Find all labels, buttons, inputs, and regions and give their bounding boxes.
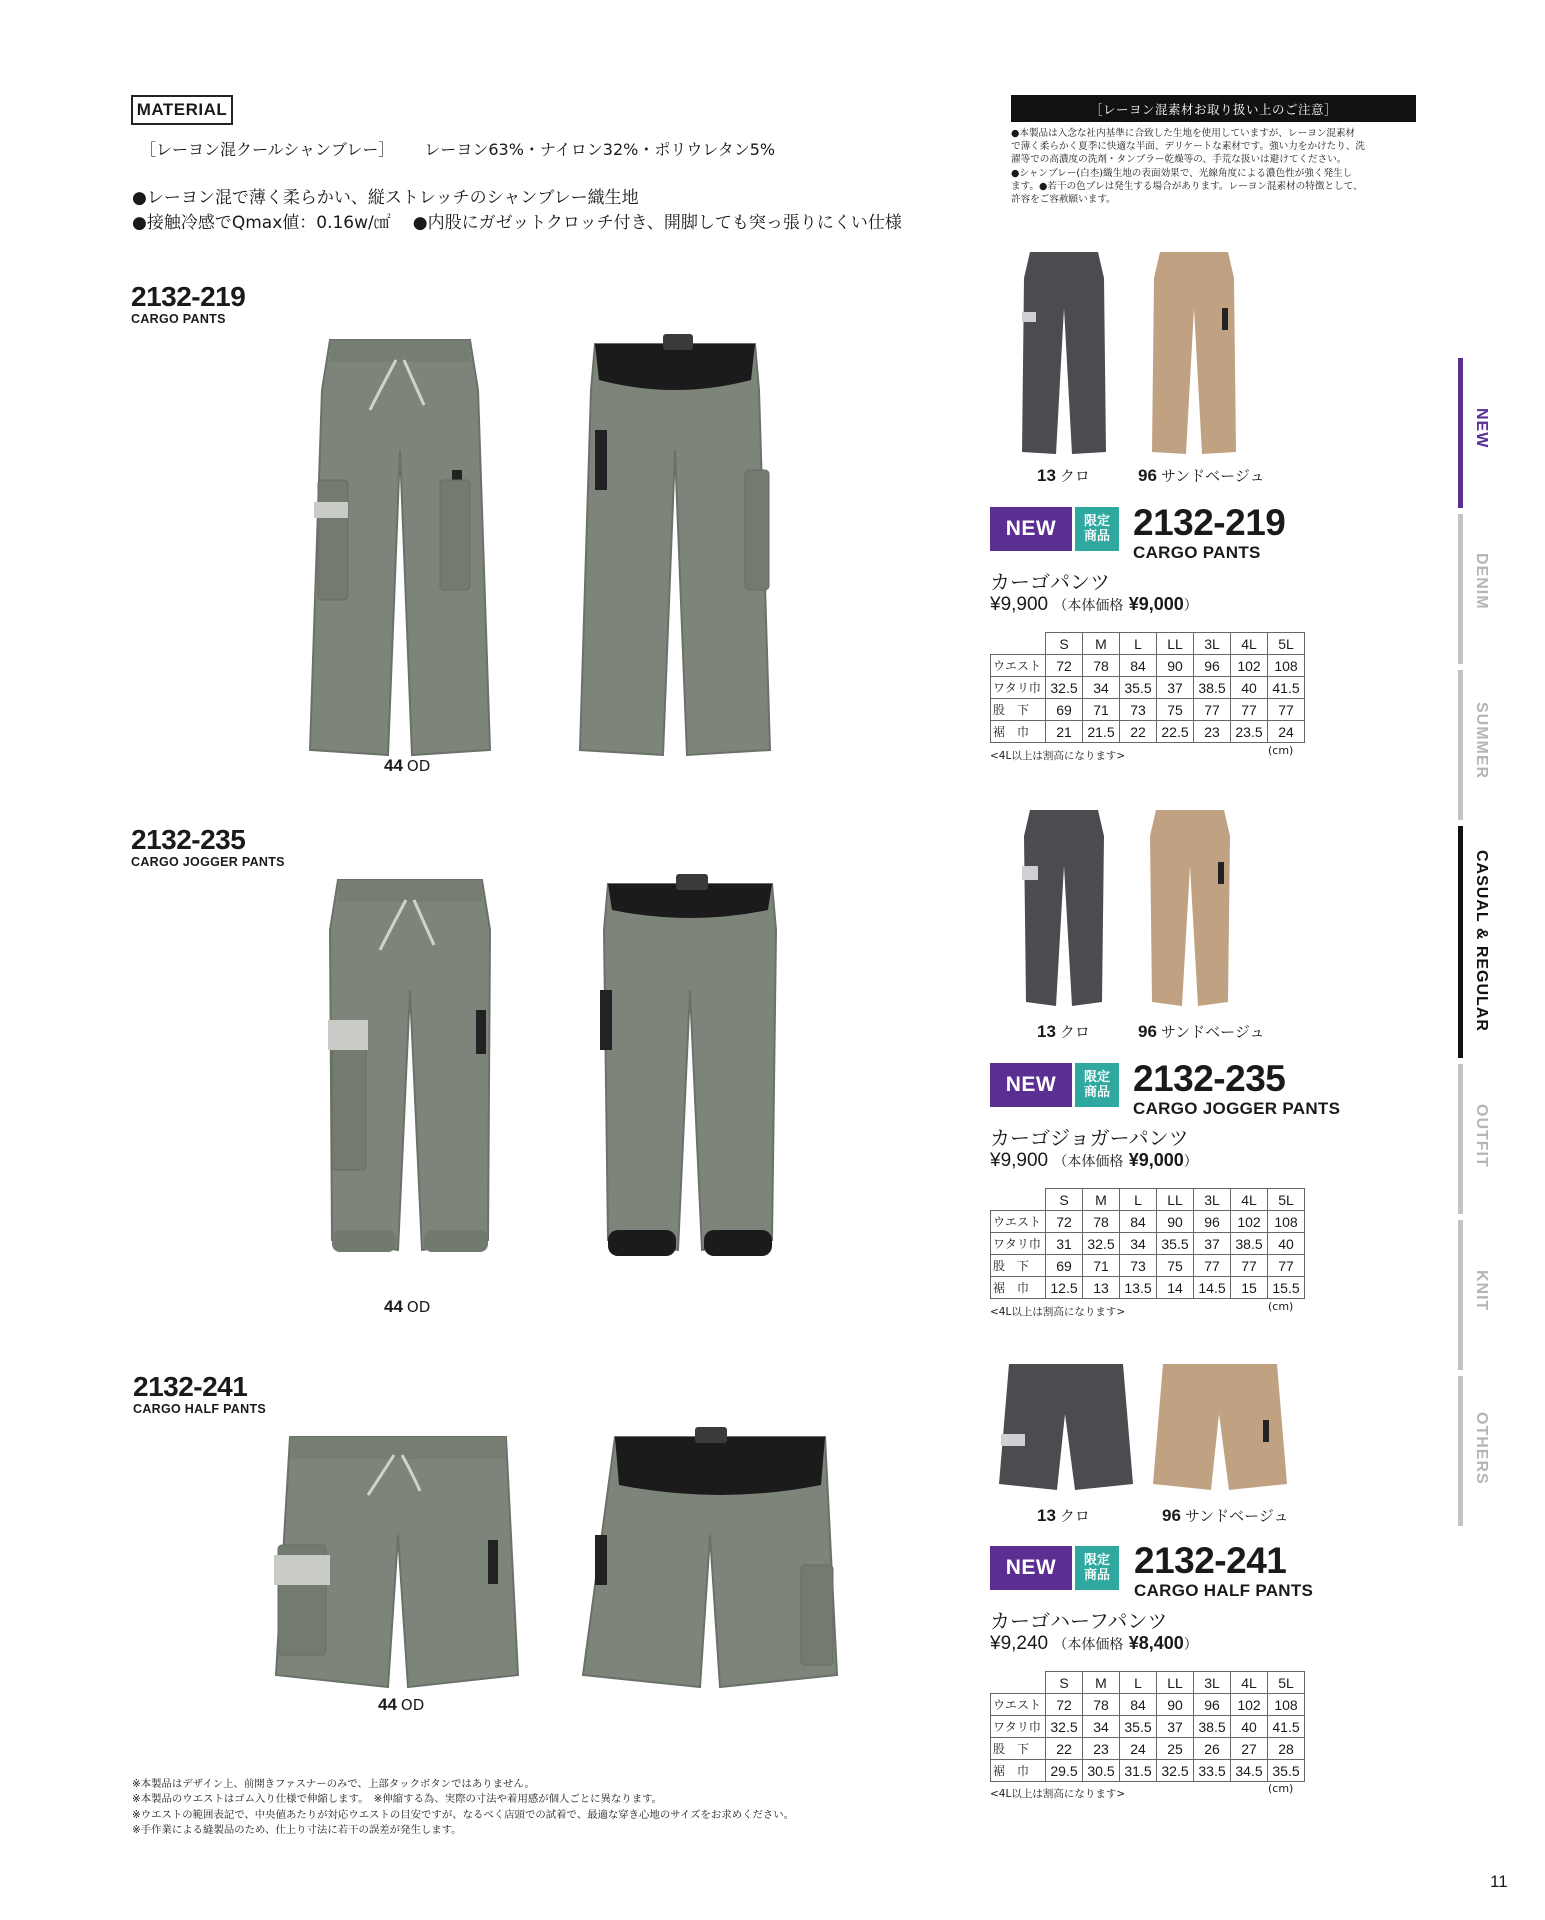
size-cell: 40: [1268, 1233, 1305, 1255]
side-nav-knit[interactable]: KNIT: [1473, 1270, 1490, 1312]
size-cell: 90: [1157, 1211, 1194, 1233]
size-cell: LL: [1157, 1189, 1194, 1211]
size-cell: L: [1120, 1672, 1157, 1694]
size-row: [991, 655, 1305, 677]
size-row: [991, 677, 1305, 699]
size-cell: 108: [1268, 655, 1305, 677]
size-cell: 38.5: [1194, 1716, 1231, 1738]
size-cell: 股 下: [991, 1255, 1046, 1277]
size-cell: 3L: [1194, 1672, 1231, 1694]
size-cell: 38.5: [1231, 1233, 1268, 1255]
size-cell: 21.5: [1083, 721, 1120, 743]
size-cell: 35.5: [1120, 1716, 1157, 1738]
size-cell: 23: [1194, 721, 1231, 743]
footnotes: ※本製品はデザイン上、前開きファスナーのみで、上部タックボタンではありません。 ※本製品のウエストはゴム入り仕様で伸縮します。 ※伸縮する為、実際の寸法や着用感が個人ごとに異なります。 ※ウエストの範囲表記で、中央値あたりが対応ウエストの目安ですが、なるべく店頭での試着で、最適な穿き心地のサイズをお求めください。 ※手作業による縫製品のため、仕上り寸法に若干の誤差が発生します。: [132, 1778, 795, 1837]
cargo-half-front-photo: [268, 1425, 528, 1695]
size-cell: 23.5: [1231, 721, 1268, 743]
size-cell: 40: [1231, 1716, 1268, 1738]
size-cell: 29.5: [1046, 1760, 1083, 1782]
size-cell: M: [1083, 1672, 1120, 1694]
side-nav-bar-outfit: [1458, 1064, 1463, 1214]
size-cell: [991, 1672, 1046, 1694]
size-cell: 4L: [1231, 633, 1268, 655]
notice-title: ［レーヨン混素材お取り扱い上のご注意］: [1011, 95, 1416, 122]
side-nav-outfit[interactable]: OUTFIT: [1473, 1104, 1490, 1168]
size-cell: 33.5: [1194, 1760, 1231, 1782]
size-cell: 84: [1120, 1211, 1157, 1233]
size-cell: 31.5: [1120, 1760, 1157, 1782]
size-cell: 71: [1083, 699, 1120, 721]
size-cell: 108: [1268, 1694, 1305, 1716]
size-cell: 裾 巾: [991, 1277, 1046, 1299]
size-cell: 裾 巾: [991, 721, 1046, 743]
size-cell: ワタリ巾: [991, 1233, 1046, 1255]
size-row: [991, 1716, 1305, 1738]
size-cell: 90: [1157, 1694, 1194, 1716]
cargo-pants-back-photo: [575, 330, 775, 760]
product-heading-235: 2132-235 CARGO JOGGER PANTS: [131, 824, 285, 869]
new-badge: NEW: [990, 507, 1072, 551]
size-cell: 5L: [1268, 1672, 1305, 1694]
size-cell: 5L: [1268, 1189, 1305, 1211]
size-cell: 24: [1268, 721, 1305, 743]
side-nav-bar-summer: [1458, 670, 1463, 820]
size-cell: 72: [1046, 655, 1083, 677]
fabric-line: [140, 137, 775, 160]
size-note-241: <4L以上は割高になります>: [990, 1788, 1126, 1800]
size-cell: [991, 633, 1046, 655]
cargo-jogger-front-photo: [310, 870, 510, 1290]
size-cell: 77: [1268, 699, 1305, 721]
size-cell: 77: [1231, 1255, 1268, 1277]
size-cell: 32.5: [1046, 677, 1083, 699]
size-row: [991, 699, 1305, 721]
size-cell: 23: [1083, 1738, 1120, 1760]
color-241-13: 13 クロ: [1037, 1506, 1090, 1525]
size-row: [991, 1211, 1305, 1233]
size-row: [991, 1277, 1305, 1299]
product-title-241: 2132-241 CARGO HALF PANTS: [1134, 1540, 1314, 1600]
size-cell: LL: [1157, 633, 1194, 655]
product-heading-219: 2132-219 CARGO PANTS: [131, 281, 246, 326]
size-cell: ウエスト: [991, 1211, 1046, 1233]
size-cell: 84: [1120, 655, 1157, 677]
size-cell: 69: [1046, 1255, 1083, 1277]
size-cell: 75: [1157, 1255, 1194, 1277]
size-cell: 77: [1268, 1255, 1305, 1277]
unit-241: (cm): [1268, 1782, 1294, 1795]
size-row: [991, 1233, 1305, 1255]
size-cell: L: [1120, 1189, 1157, 1211]
size-row: [991, 1189, 1305, 1211]
size-row: [991, 1672, 1305, 1694]
color-219-13: 13 クロ: [1037, 466, 1090, 485]
size-cell: 股 下: [991, 699, 1046, 721]
size-cell: 73: [1120, 699, 1157, 721]
size-row: [991, 1694, 1305, 1716]
size-row: [991, 1760, 1305, 1782]
size-cell: 78: [1083, 1211, 1120, 1233]
size-cell: 96: [1194, 1211, 1231, 1233]
size-cell: 4L: [1231, 1189, 1268, 1211]
size-cell: 裾 巾: [991, 1760, 1046, 1782]
colorway-thumbs-241: [995, 1360, 1295, 1495]
cargo-pants-front-photo: [300, 330, 500, 760]
size-cell: 77: [1231, 699, 1268, 721]
size-cell: 78: [1083, 655, 1120, 677]
fabric-name: ［レーヨン混クールシャンブレー］: [140, 140, 395, 159]
size-cell: S: [1046, 1672, 1083, 1694]
size-cell: 34: [1083, 1716, 1120, 1738]
size-cell: 102: [1231, 1694, 1268, 1716]
color-235-13: 13 クロ: [1037, 1022, 1090, 1041]
limited-badge: 限定 商品: [1075, 1063, 1119, 1107]
size-row: [991, 1255, 1305, 1277]
color-241-96: 96 サンドベージュ: [1162, 1506, 1289, 1525]
size-cell: 28: [1268, 1738, 1305, 1760]
size-cell: 13.5: [1120, 1277, 1157, 1299]
size-cell: 37: [1194, 1233, 1231, 1255]
size-cell: S: [1046, 633, 1083, 655]
size-cell: 股 下: [991, 1738, 1046, 1760]
product-heading-241: 2132-241 CARGO HALF PANTS: [133, 1371, 267, 1416]
size-row: [991, 721, 1305, 743]
size-cell: 24: [1120, 1738, 1157, 1760]
size-cell: 102: [1231, 655, 1268, 677]
size-cell: 3L: [1194, 1189, 1231, 1211]
price-241: ¥9,240 （本体価格 ¥8,400）: [990, 1633, 1198, 1654]
limited-badge: 限定 商品: [1075, 1546, 1119, 1590]
size-cell: 32.5: [1083, 1233, 1120, 1255]
size-cell: ウエスト: [991, 1694, 1046, 1716]
size-cell: 5L: [1268, 633, 1305, 655]
size-cell: 12.5: [1046, 1277, 1083, 1299]
side-nav-bar-others: [1458, 1376, 1463, 1526]
size-cell: 108: [1268, 1211, 1305, 1233]
size-cell: 31: [1046, 1233, 1083, 1255]
size-cell: 22.5: [1157, 721, 1194, 743]
size-cell: 84: [1120, 1694, 1157, 1716]
size-cell: 15.5: [1268, 1277, 1305, 1299]
size-cell: 35.5: [1268, 1760, 1305, 1782]
size-cell: 75: [1157, 699, 1194, 721]
price-219: ¥9,900 （本体価格 ¥9,000）: [990, 594, 1198, 615]
side-nav-bar-casual: [1458, 826, 1463, 1058]
size-cell: 90: [1157, 655, 1194, 677]
product-name-jp-235: カーゴジョガーパンツ: [990, 1126, 1189, 1150]
side-nav-bar-new: [1458, 358, 1463, 508]
unit-235: (cm): [1268, 1300, 1294, 1313]
unit-219: (cm): [1268, 744, 1294, 757]
main-color-219: 44 OD: [384, 756, 431, 775]
side-nav-casual-regular[interactable]: CASUAL & REGULAR: [1473, 850, 1490, 1032]
size-note-235: <4L以上は割高になります>: [990, 1306, 1126, 1318]
side-nav-bar-knit: [1458, 1220, 1463, 1370]
size-cell: 27: [1231, 1738, 1268, 1760]
size-cell: 34.5: [1231, 1760, 1268, 1782]
colorway-thumbs-219: [1010, 248, 1260, 458]
size-cell: S: [1046, 1189, 1083, 1211]
color-235-96: 96 サンドベージュ: [1138, 1022, 1265, 1041]
product-title-219: 2132-219 CARGO PANTS: [1133, 502, 1286, 562]
size-cell: 40: [1231, 677, 1268, 699]
size-cell: 102: [1231, 1211, 1268, 1233]
size-cell: 34: [1120, 1233, 1157, 1255]
side-nav-new[interactable]: NEW: [1473, 408, 1490, 449]
feature-3: ●内股にガゼットクロッチ付き、開脚しても突っ張りにくい仕様: [412, 213, 902, 233]
feature-2-3: [132, 208, 902, 233]
size-table-235: [990, 1188, 1305, 1299]
material-label: MATERIAL: [131, 95, 233, 125]
new-badge: NEW: [990, 1063, 1072, 1107]
size-cell: 34: [1083, 677, 1120, 699]
side-nav-bar-denim: [1458, 514, 1463, 664]
feature-2: ●接触冷感でQmax値：0.16w/㎠: [132, 213, 391, 233]
size-cell: 14.5: [1194, 1277, 1231, 1299]
size-table-241: [990, 1671, 1305, 1782]
size-cell: 71: [1083, 1255, 1120, 1277]
size-cell: 22: [1046, 1738, 1083, 1760]
size-cell: 32.5: [1046, 1716, 1083, 1738]
color-219-96: 96 サンドベージュ: [1138, 466, 1265, 485]
main-color-241: 44 OD: [378, 1695, 425, 1714]
size-cell: 13: [1083, 1277, 1120, 1299]
size-cell: ウエスト: [991, 655, 1046, 677]
feature-1: ●レーヨン混で薄く柔らかい、縦ストレッチのシャンブレー織生地: [132, 188, 639, 208]
size-cell: 22: [1120, 721, 1157, 743]
size-row: [991, 633, 1305, 655]
size-cell: 96: [1194, 655, 1231, 677]
size-cell: [991, 1189, 1046, 1211]
size-cell: 14: [1157, 1277, 1194, 1299]
cargo-half-back-photo: [575, 1425, 845, 1695]
size-cell: 78: [1083, 1694, 1120, 1716]
side-nav-denim[interactable]: DENIM: [1473, 553, 1490, 610]
size-cell: LL: [1157, 1672, 1194, 1694]
size-cell: M: [1083, 1189, 1120, 1211]
size-cell: 72: [1046, 1694, 1083, 1716]
size-row: [991, 1738, 1305, 1760]
size-cell: 35.5: [1157, 1233, 1194, 1255]
fabric-composition: レーヨン63%・ナイロン32%・ポリウレタン5%: [424, 140, 776, 159]
size-cell: 26: [1194, 1738, 1231, 1760]
size-cell: 37: [1157, 677, 1194, 699]
limited-badge: 限定 商品: [1075, 507, 1119, 551]
size-cell: 32.5: [1157, 1760, 1194, 1782]
product-name-jp-219: カーゴパンツ: [990, 570, 1110, 594]
size-note-219: <4L以上は割高になります>: [990, 750, 1126, 762]
side-nav-others[interactable]: OTHERS: [1473, 1412, 1490, 1485]
notice-body: ●本製品は入念な社内基準に合致した生地を使用していますが、レーヨン混素材 で薄く柔らかく夏季に快適な半面、デリケートな素材です。強い力をかけたり、洗 濯等での高濃度の洗剤・タンブラー乾燥等の、手荒な扱いは避けてください。 ●シャンブレー(白杢)織生地の表面効果で、光線角度による濃色性が強く発生し ます。●若干の色ブレは発生する場合があります。レーヨン混素材の特徴として、 許容をご容赦願います。: [1011, 128, 1366, 206]
size-cell: 72: [1046, 1211, 1083, 1233]
size-cell: ワタリ巾: [991, 1716, 1046, 1738]
side-nav-summer[interactable]: SUMMER: [1473, 702, 1490, 780]
size-cell: 35.5: [1120, 677, 1157, 699]
size-cell: 25: [1157, 1738, 1194, 1760]
size-cell: 77: [1194, 1255, 1231, 1277]
page-number: 11: [1490, 1872, 1508, 1891]
size-cell: L: [1120, 633, 1157, 655]
product-title-235: 2132-235 CARGO JOGGER PANTS: [1133, 1058, 1341, 1118]
size-cell: 21: [1046, 721, 1083, 743]
size-cell: ワタリ巾: [991, 677, 1046, 699]
size-cell: 4L: [1231, 1672, 1268, 1694]
cargo-jogger-back-photo: [590, 870, 790, 1290]
new-badge: NEW: [990, 1546, 1072, 1590]
product-name-jp-241: カーゴハーフパンツ: [990, 1609, 1168, 1633]
size-cell: M: [1083, 633, 1120, 655]
size-cell: 15: [1231, 1277, 1268, 1299]
size-cell: 37: [1157, 1716, 1194, 1738]
size-cell: 73: [1120, 1255, 1157, 1277]
size-cell: 41.5: [1268, 1716, 1305, 1738]
price-235: ¥9,900 （本体価格 ¥9,000）: [990, 1150, 1198, 1171]
size-cell: 3L: [1194, 633, 1231, 655]
size-cell: 96: [1194, 1694, 1231, 1716]
size-table-219: [990, 632, 1305, 743]
colorway-thumbs-235: [1010, 806, 1260, 1016]
size-cell: 69: [1046, 699, 1083, 721]
size-cell: 38.5: [1194, 677, 1231, 699]
size-cell: 77: [1194, 699, 1231, 721]
main-color-235: 44 OD: [384, 1297, 431, 1316]
size-cell: 41.5: [1268, 677, 1305, 699]
size-cell: 30.5: [1083, 1760, 1120, 1782]
